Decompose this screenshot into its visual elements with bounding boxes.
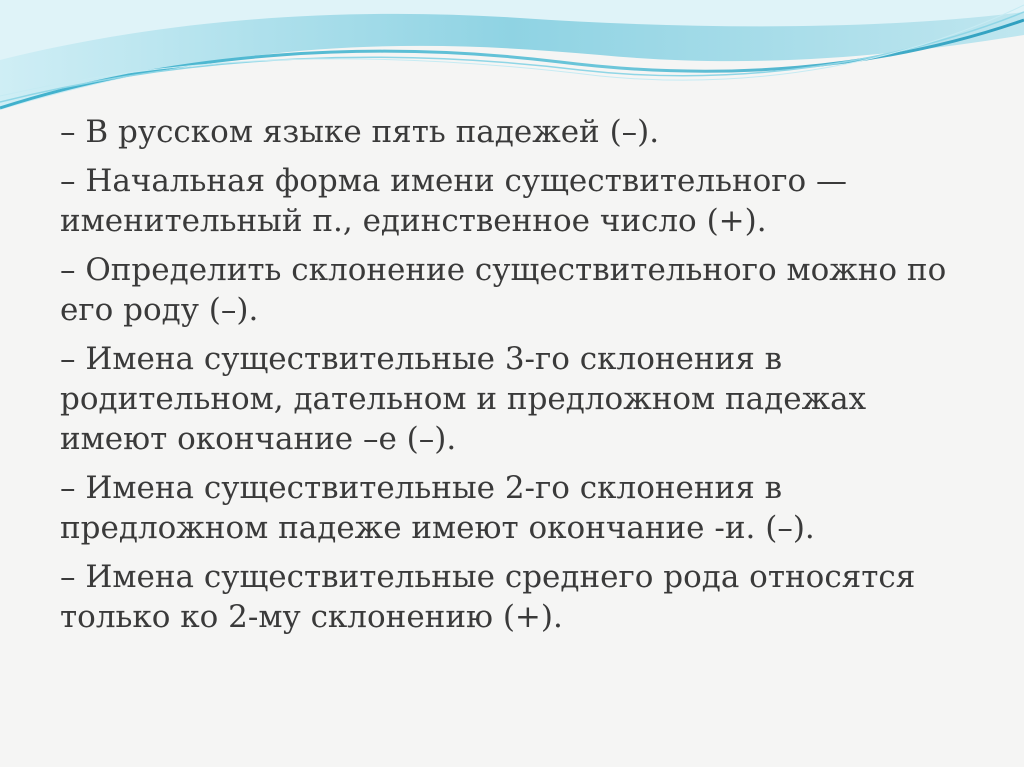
statement-item: – Имена существительные 2-го склонения в предложном падеже имеют окончание -и. (–). — [60, 470, 815, 546]
statement-item: – Определить склонение существительного можно по его роду (–). — [60, 252, 947, 328]
header-wave-decoration — [0, 0, 1024, 130]
statement-item: – Имена существительные 3-го склонения в родительном, дательном и предложном падежах имеют окончание –е (–). — [60, 341, 867, 457]
statement-item: – Начальная форма имени существительного — именительный п., единственное число (+). — [60, 163, 848, 239]
statement-item: – В русском языке пять падежей (–). — [60, 114, 660, 150]
statement-list — [60, 112, 980, 646]
statement-item: – Имена существительные среднего рода относятся только ко 2-му склонению (+). — [60, 559, 916, 635]
